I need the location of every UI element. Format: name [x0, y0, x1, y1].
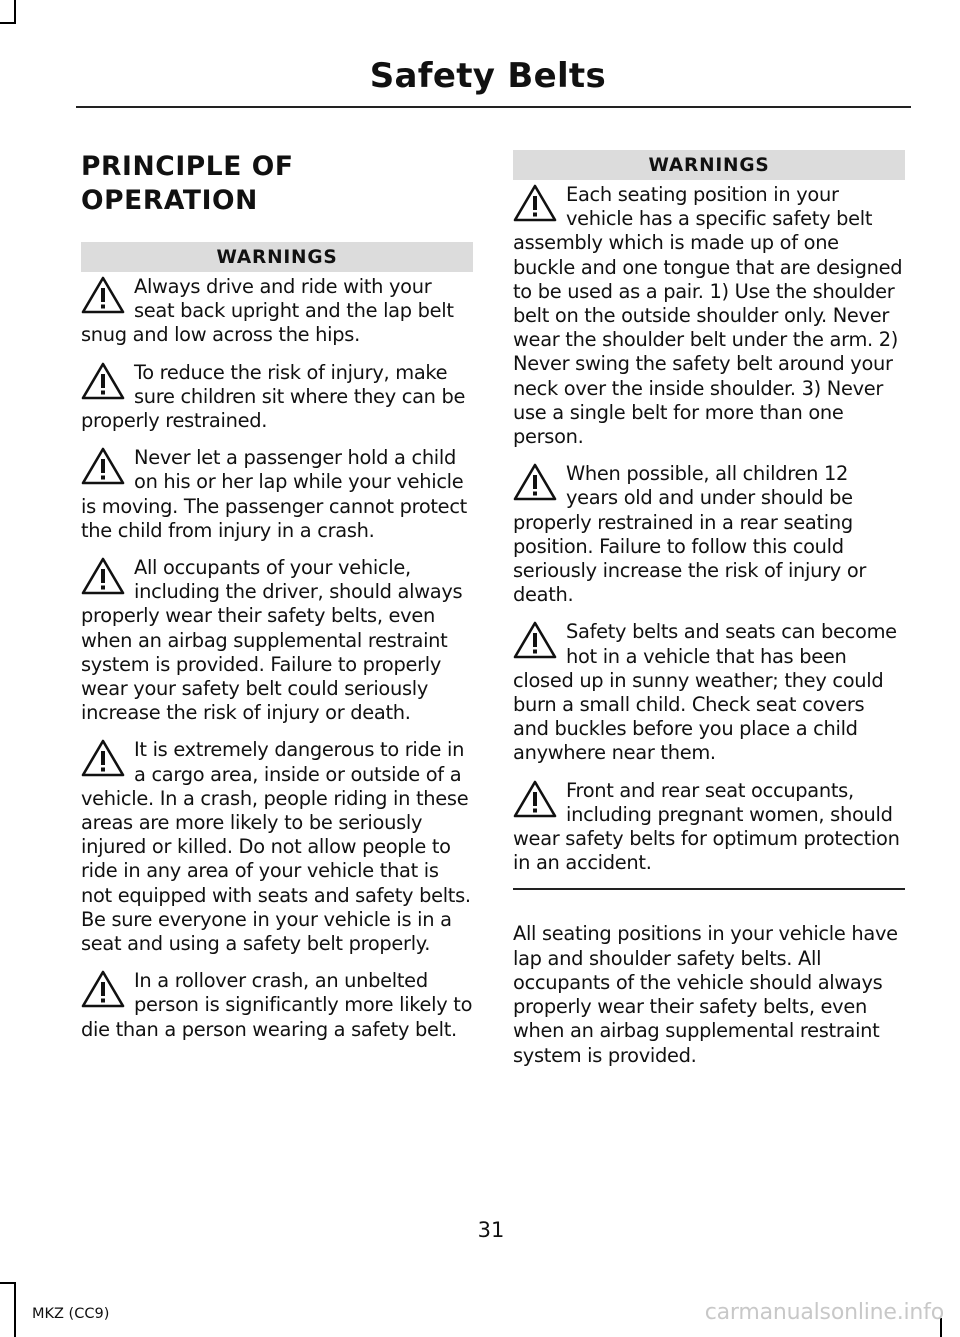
- warning-text: Always drive and ride with your seat back upright and the lap belt snug and low across the hips.: [81, 275, 454, 347]
- warning-item: [81, 275, 473, 348]
- warning-item: [81, 738, 473, 956]
- warning-text: Each seating position in your vehicle has a specific safety belt assembly which is made up of one buckle and one tongue that are designed to be used as a pair. 1) Use the shoulder belt on the outside shoulder only. Never wear the shoulder belt under the arm. 2) Never swing the safety belt around your neck over the inside shoulder. 3) Never use a single belt for more than one person.: [513, 183, 903, 449]
- warning-triangle-icon: [512, 462, 566, 506]
- warning-text: To reduce the risk of injury, make sure children sit where they can be properly restrained.: [81, 360, 466, 433]
- crop-mark: [0, 1282, 16, 1284]
- warnings-list: [513, 183, 905, 875]
- page-number: 31: [477, 1218, 505, 1242]
- warning-triangle-icon: [512, 620, 566, 664]
- warning-text: All occupants of your vehicle, including the driver, should always properly wear their safety belts, even when an airbag supplemental restraint system is provided. Failure to properly wear your safety belt could seriously increase the risk of injury or death.: [81, 556, 463, 725]
- warning-text: Front and rear seat occupants, including pregnant women, should wear safety belts for optimum protection in an accident.: [513, 778, 900, 875]
- warning-item: [81, 556, 473, 725]
- warning-text: It is extremely dangerous to ride in a cargo area, inside or outside of a vehicle. In a crash, people riding in these areas are more likely to be seriously injured or killed. Do not allow people to ride in any area of your vehicle that is not equipped with seats and safety belts. Be sure everyone in your vehicle is in a seat and using a safety belt properly.: [81, 738, 471, 956]
- right-column: [513, 150, 905, 1068]
- crop-mark: [14, 1282, 16, 1337]
- warning-item: [513, 183, 905, 449]
- warning-text: In a rollover crash, an unbelted person is significantly more likely to die than a person wearing a safety belt.: [81, 969, 473, 1041]
- warnings-list: [81, 275, 473, 1042]
- crop-mark: [14, 0, 16, 22]
- warning-item: [513, 462, 905, 607]
- header-divider: [76, 106, 911, 108]
- warning-triangle-icon: [80, 556, 134, 600]
- warning-triangle-icon: [80, 275, 134, 319]
- warning-triangle-icon: [80, 361, 134, 405]
- body-paragraph: All seating positions in your vehicle have lap and shoulder safety belts. All occupants of the vehicle should always properly wear their safety belts, even when an airbag supplemental restraint system is provided.: [513, 922, 898, 1067]
- watermark: carmanualsonline.info: [704, 1300, 944, 1325]
- warning-text: When possible, all children 12 years old and under should be properly restrained in a rear seating position. Failure to follow this could seriously increase the risk of injury or death.: [513, 462, 867, 607]
- crop-mark: [0, 22, 16, 24]
- warning-triangle-icon: [512, 183, 566, 227]
- warning-triangle-icon: [512, 779, 566, 823]
- page-title: Safety Belts: [369, 56, 606, 96]
- warnings-end-divider: [513, 888, 905, 890]
- warning-triangle-icon: [80, 969, 134, 1013]
- warning-item: [513, 620, 905, 765]
- warning-triangle-icon: [80, 738, 134, 782]
- left-column: [81, 150, 473, 1055]
- warning-item: [81, 969, 473, 1042]
- warning-item: [513, 779, 905, 876]
- warning-text: Safety belts and seats can become hot in a vehicle that has been closed up in sunny weather; they could burn a small child. Check seat covers and buckles before you place a child anywhere near them.: [513, 620, 897, 765]
- warning-triangle-icon: [80, 446, 134, 490]
- warnings-header: WARNINGS: [81, 242, 473, 272]
- model-code: MKZ (CC9): [32, 1306, 110, 1322]
- warning-text: Never let a passenger hold a child on his or her lap while your vehicle is moving. The passenger cannot protect the child from injury in a crash.: [81, 446, 467, 542]
- warnings-header: WARNINGS: [513, 150, 905, 180]
- warning-item: [81, 361, 473, 434]
- section-heading: PRINCIPLE OF OPERATION: [81, 151, 294, 216]
- warning-item: [81, 446, 473, 543]
